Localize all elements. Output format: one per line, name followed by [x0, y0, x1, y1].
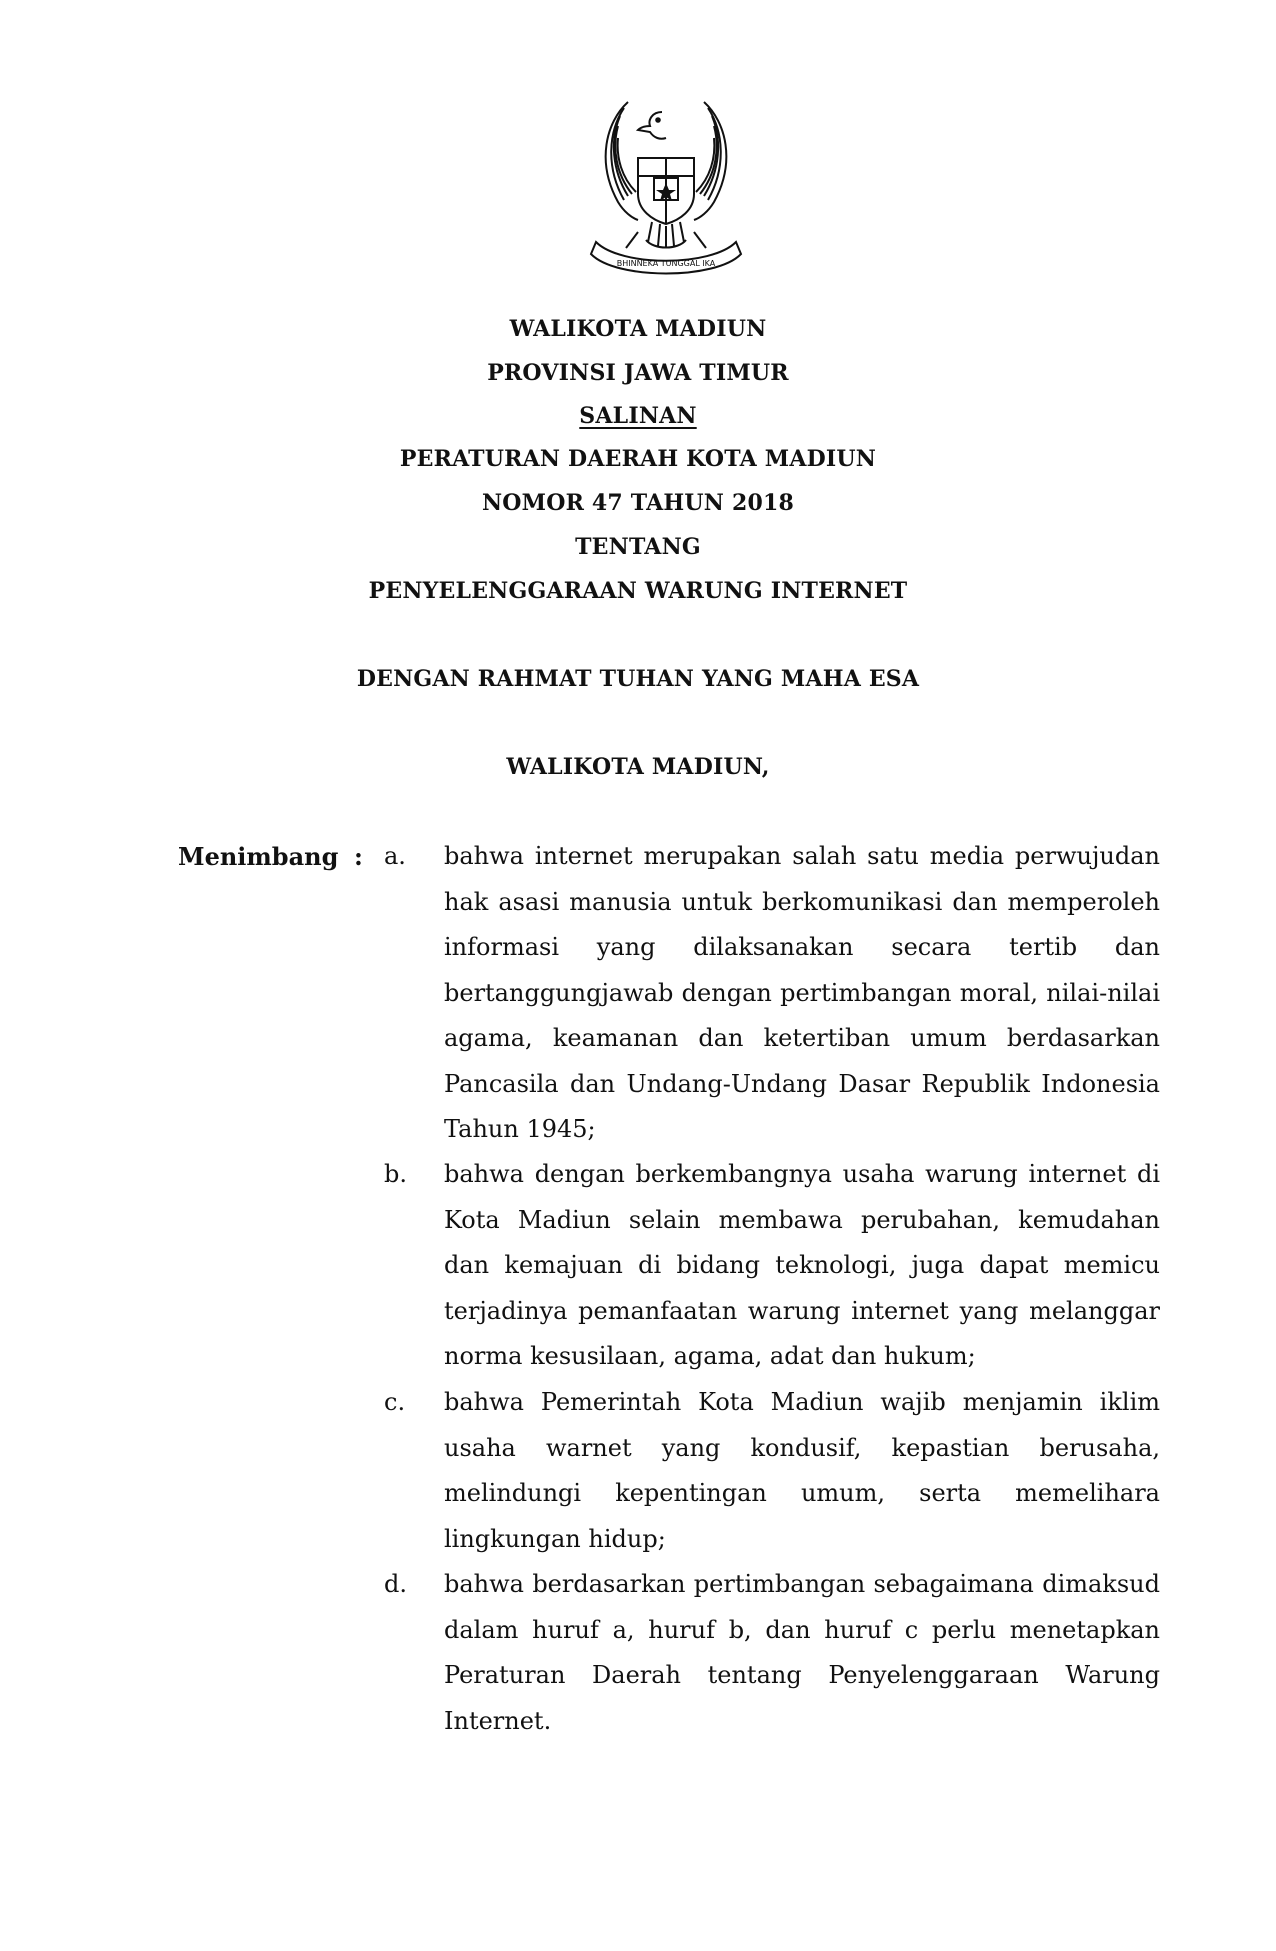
menimbang-label: Menimbang	[178, 842, 339, 871]
heading-walikota-madiun: WALIKOTA MADIUN,	[506, 754, 770, 780]
svg-text:BHINNEKA TUNGGAL IKA: BHINNEKA TUNGGAL IKA	[616, 259, 716, 268]
menimbang-colon: :	[354, 842, 363, 871]
heading-nomor: NOMOR 47 TAHUN 2018	[481, 490, 794, 516]
heading-walikota: WALIKOTA MADIUN	[509, 316, 767, 342]
heading-tentang: TENTANG	[575, 534, 701, 560]
heading-title: PENYELENGGARAAN WARUNG INTERNET	[368, 578, 908, 604]
item-text-b: bahwa dengan berkembangnya usaha warung internet di Kota Madiun selain membawa perubahan, kemudahan dan kemajuan di bidang teknologi, juga dapat memicu terjadinya pemanfaatan warung internet yang melanggar norma kesusilaan, agama, adat dan hukum;	[444, 1160, 1160, 1370]
item-text-c: bahwa Pemerintah Kota Madiun wajib menjamin iklim usaha warnet yang kondusif, kepastian berusaha, melindungi kepentingan umum, serta memelihara lingkungan hidup;	[444, 1388, 1160, 1553]
heading-salinan: SALINAN	[579, 403, 697, 429]
item-letter-d: d.	[384, 1570, 407, 1598]
heading-rahmat: DENGAN RAHMAT TUHAN YANG MAHA ESA	[356, 666, 920, 692]
garuda-emblem	[566, 82, 766, 282]
item-text-d: bahwa berdasarkan pertimbangan sebagaimana dimaksud dalam huruf a, huruf b, dan huruf c perlu menetapkan Peraturan Daerah tentang Penyelenggaraan Warung Internet.	[444, 1570, 1160, 1735]
item-letter-a: a.	[384, 842, 406, 870]
heading-peraturan: PERATURAN DAERAH KOTA MADIUN	[399, 446, 877, 472]
heading-provinsi: PROVINSI JAWA TIMUR	[487, 360, 789, 386]
item-text-a: bahwa internet merupakan salah satu media perwujudan hak asasi manusia untuk berkomunikasi dan memperoleh informasi yang dilaksanakan secara tertib dan bertanggungjawab dengan pertimbangan moral, nilai-nilai agama, keamanan dan ketertiban umum berdasarkan Pancasila dan Undang-Undang Dasar Republik Indonesia Tahun 1945;	[444, 842, 1160, 1143]
item-letter-c: c.	[384, 1388, 406, 1416]
item-letter-b: b.	[384, 1160, 407, 1188]
